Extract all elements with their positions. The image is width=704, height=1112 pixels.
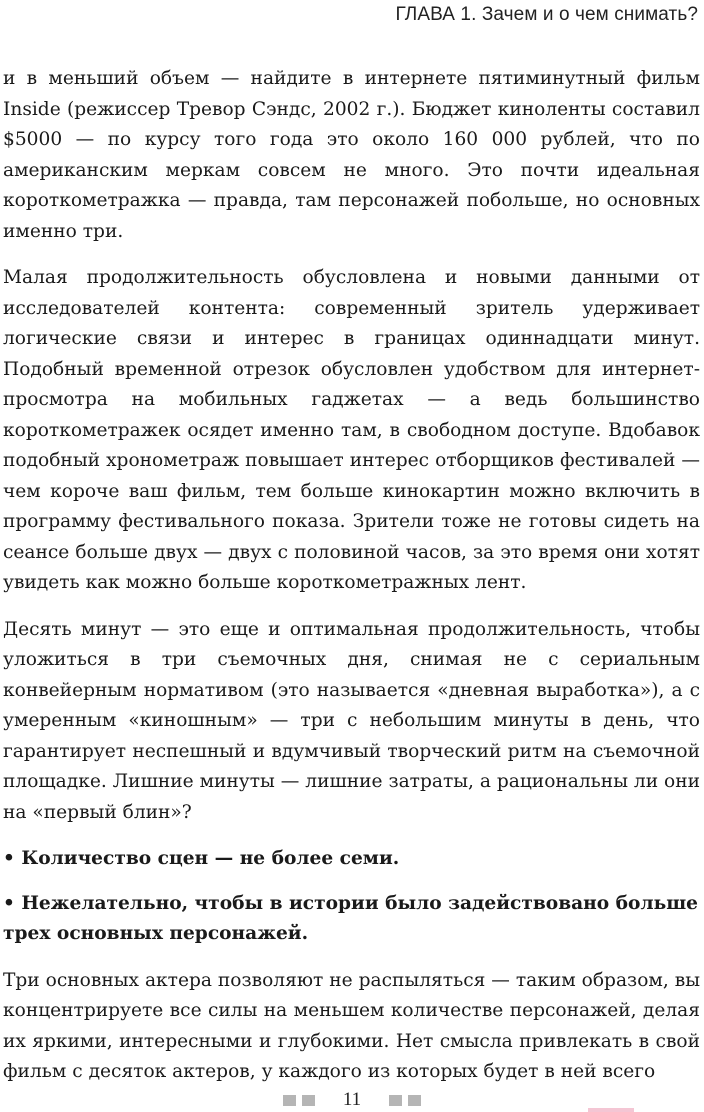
paragraph-1: и в меньший объем — найдите в интернете пятиминутный фильм Inside (режиссер Тревор Сэндс, 2002 г.). Бюджет киноленты составил $5000 — по курсу того года это около 160 000 рублей, что по американским меркам совсем не много. Это почти идеальная короткометражка — правда, там персонажей побольше, но основных именно три. — [3, 68, 700, 242]
running-head: ГЛАВА 1. Зачем и о чем снимать? — [395, 4, 698, 25]
page-body — [3, 64, 700, 1088]
bullet-item-characters: • Нежелательно, чтобы в истории было задействовано больше трех основных персонажей. — [3, 892, 699, 944]
corner-color-mark — [588, 1108, 634, 1112]
square-ornament — [408, 1095, 421, 1106]
bullet-item-scenes: • Количество сцен — не более семи. — [3, 848, 400, 869]
paragraph-3: Десять минут — это еще и оптимальная продолжительность, чтобы уложиться в три съемочных дня, снимая не с сериальным конвейерным нормативом (это называется «дневная выработка»), а с умеренным «киношным» — три с небольшим минуты в день, что гарантирует неспешный и вдумчивый творческий ритм на съемочной площадке. Лишние минуты — лишние затраты, а рациональны ли они на «первый блин»? — [3, 618, 700, 823]
paragraph-2: Малая продолжительность обусловлена и новыми данными от исследователей контента: современный зритель удерживает логические связи и интерес в границах одиннадцати минут. Подобный временной отрезок обусловлен удобством для интернет-просмотра на мобильных гаджетах — а ведь большинство короткометражек осядет именно там, в свободном доступе. Вдобавок подобный хронометраж повышает интерес отборщиков фестивалей — чем короче ваш фильм, тем больше кинокартин можно включить в программу фестивального показа. Зрители тоже не готовы сидеть на сеансе больше двух — двух с половиной часов, за это время они хотят увидеть как можно больше короткометражных лент. — [3, 267, 700, 593]
footer-ornament-left — [283, 1095, 315, 1106]
footer-ornament-right — [389, 1095, 421, 1106]
square-ornament — [389, 1095, 402, 1106]
paragraph-4: Три основных актера позволяют не распыляться — таким образом, вы концентрируете все силы на меньшем количестве персонажей, делая их яркими, интересными и глубокими. Нет смысла привлекать в свой фильм с десяток актеров, у каждого из которых будет в ней всего — [3, 969, 700, 1082]
square-ornament — [302, 1095, 315, 1106]
square-ornament — [283, 1095, 296, 1106]
page-number: 11 — [342, 1089, 362, 1110]
